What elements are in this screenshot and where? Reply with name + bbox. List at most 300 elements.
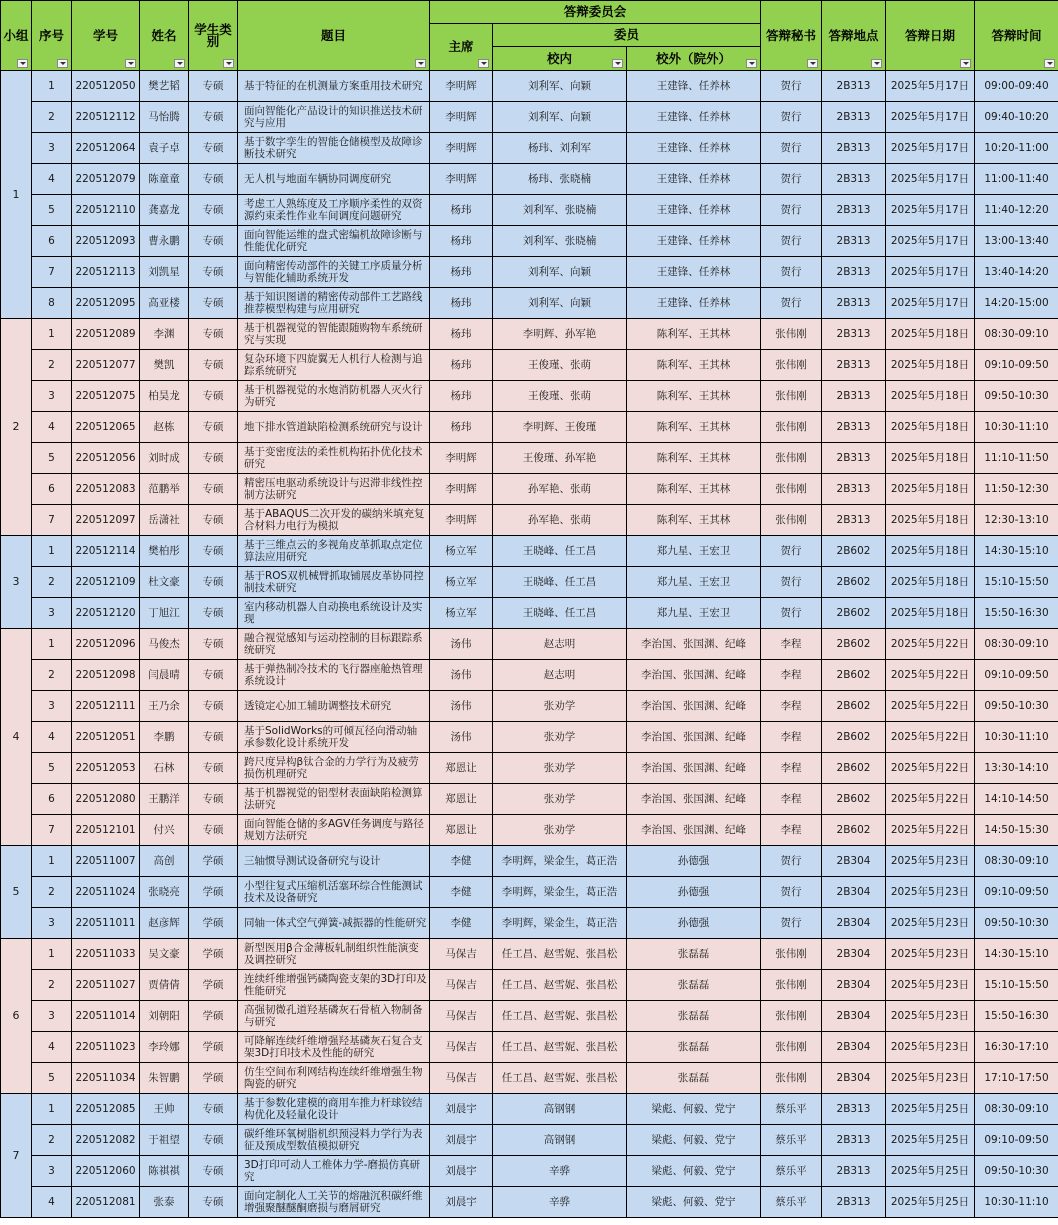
header-title: 题目 [238,1,430,71]
internal-members: 张劝学 [493,784,627,815]
defense-date: 2025年5月17日 [886,164,975,195]
defense-location: 2B313 [822,474,886,505]
row-seq: 3 [32,1001,72,1032]
defense-secretary: 李程 [761,815,822,846]
external-members: 王建锋、任养林 [627,288,761,319]
defense-location: 2B304 [822,1032,886,1063]
student-id: 220512113 [72,257,140,288]
table-row [1,908,1058,939]
internal-members: 张劝学 [493,753,627,784]
table-row [1,1032,1058,1063]
defense-location: 2B304 [822,939,886,970]
defense-secretary: 贺行 [761,102,822,133]
table-row [1,877,1058,908]
row-seq: 2 [32,350,72,381]
external-members: 李治国、张国渊、纪峰 [627,660,761,691]
filter-dropdown-icon[interactable] [612,59,623,68]
student-type: 专硕 [189,505,238,536]
defense-location: 2B304 [822,1063,886,1094]
external-members: 王建锋、任养林 [627,133,761,164]
defense-secretary: 张伟刚 [761,319,822,350]
thesis-title: 复杂环境下四旋翼无人机行人检测与追踪系统研究 [238,350,430,381]
student-id: 220512097 [72,505,140,536]
defense-time: 10:30-11:10 [975,412,1058,443]
committee-chair: 李健 [430,877,493,908]
thesis-title: 面向智能运维的盘式密编机故障诊断与性能优化研究 [238,226,430,257]
external-members: 张磊磊 [627,970,761,1001]
defense-location: 2B602 [822,660,886,691]
external-members: 张磊磊 [627,1001,761,1032]
defense-time: 09:50-10:30 [975,691,1058,722]
external-members: 梁彪、何毅、党宁 [627,1187,761,1218]
defense-time: 15:50-16:30 [975,1001,1058,1032]
student-name: 丁旭江 [140,598,189,629]
student-id: 220511033 [72,939,140,970]
defense-secretary: 蔡乐平 [761,1125,822,1156]
defense-secretary: 贺行 [761,71,822,102]
student-type: 专硕 [189,691,238,722]
committee-chair: 汤伟 [430,629,493,660]
defense-location: 2B304 [822,877,886,908]
filter-dropdown-icon[interactable] [125,59,136,68]
row-seq: 6 [32,784,72,815]
filter-dropdown-icon[interactable] [57,59,68,68]
table-row [1,1187,1058,1218]
committee-chair: 马保吉 [430,1001,493,1032]
defense-location: 2B313 [822,164,886,195]
defense-secretary: 贺行 [761,536,822,567]
table-row [1,660,1058,691]
filter-dropdown-icon[interactable] [807,59,818,68]
internal-members: 高钢钢 [493,1094,627,1125]
row-seq: 4 [32,164,72,195]
table-row [1,536,1058,567]
defense-date: 2025年5月17日 [886,257,975,288]
internal-members: 李明辉、孙军艳 [493,319,627,350]
table-header [1,1,1058,71]
student-name: 刘时成 [140,443,189,474]
internal-members: 张劝学 [493,691,627,722]
internal-members: 任工昌、赵雪妮、张昌松 [493,1063,627,1094]
internal-members: 任工昌、赵雪妮、张昌松 [493,1001,627,1032]
defense-location: 2B313 [822,1125,886,1156]
filter-dropdown-icon[interactable] [1044,59,1055,68]
defense-location: 2B313 [822,350,886,381]
defense-secretary: 李程 [761,660,822,691]
defense-date: 2025年5月23日 [886,846,975,877]
defense-secretary: 李程 [761,691,822,722]
defense-secretary: 贺行 [761,164,822,195]
thesis-title: 基于弹热制冷技术的飞行器座舱热管理系统设计 [238,660,430,691]
defense-secretary: 张伟刚 [761,970,822,1001]
table-row [1,691,1058,722]
student-id: 220511023 [72,1032,140,1063]
committee-chair: 郑恩让 [430,815,493,846]
defense-secretary: 张伟刚 [761,1063,822,1094]
defense-location: 2B602 [822,691,886,722]
defense-location: 2B602 [822,753,886,784]
external-members: 王建锋、任养林 [627,195,761,226]
committee-chair: 汤伟 [430,691,493,722]
student-name: 樊艺韬 [140,71,189,102]
table-body [1,71,1058,1218]
internal-members: 刘利军、向颖 [493,71,627,102]
defense-location: 2B602 [822,629,886,660]
row-seq: 4 [32,722,72,753]
external-members: 李治国、张国渊、纪峰 [627,691,761,722]
student-id: 220512081 [72,1187,140,1218]
external-members: 郑九星、王宏卫 [627,536,761,567]
filter-dropdown-icon[interactable] [478,59,489,68]
student-type: 专硕 [189,629,238,660]
row-seq: 2 [32,1125,72,1156]
defense-date: 2025年5月18日 [886,443,975,474]
defense-time: 09:40-10:20 [975,102,1058,133]
student-type: 专硕 [189,71,238,102]
defense-location: 2B602 [822,722,886,753]
committee-chair: 李明辉 [430,474,493,505]
student-name: 闫晨晴 [140,660,189,691]
defense-date: 2025年5月18日 [886,536,975,567]
defense-date: 2025年5月18日 [886,598,975,629]
defense-time: 15:50-16:30 [975,598,1058,629]
committee-chair: 马保吉 [430,1063,493,1094]
committee-chair: 杨玮 [430,226,493,257]
student-name: 陈祺祺 [140,1156,189,1187]
filter-dropdown-icon[interactable] [746,59,757,68]
defense-date: 2025年5月22日 [886,660,975,691]
student-type: 学硕 [189,908,238,939]
defense-time: 08:30-09:10 [975,629,1058,660]
group-label: 6 [1,939,32,1094]
header-secretary: 答辩秘书 [761,1,822,71]
thesis-title: 跨尺度异构β钛合金的力学行为及疲劳损伤机理研究 [238,753,430,784]
committee-chair: 马保吉 [430,939,493,970]
student-name: 于祖望 [140,1125,189,1156]
defense-location: 2B313 [822,71,886,102]
student-name: 李玲娜 [140,1032,189,1063]
defense-time: 09:50-10:30 [975,908,1058,939]
filter-dropdown-icon[interactable] [871,59,882,68]
row-seq: 4 [32,412,72,443]
row-seq: 5 [32,753,72,784]
student-type: 专硕 [189,443,238,474]
header-time: 答辩时间 [975,1,1058,71]
student-type: 专硕 [189,567,238,598]
row-seq: 8 [32,288,72,319]
defense-time: 09:00-09:40 [975,71,1058,102]
student-id: 220511027 [72,970,140,1001]
table-row [1,288,1058,319]
defense-time: 09:10-09:50 [975,350,1058,381]
defense-secretary: 张伟刚 [761,412,822,443]
defense-date: 2025年5月23日 [886,877,975,908]
table-row [1,722,1058,753]
table-row [1,1156,1058,1187]
internal-members: 刘利军、张晓楠 [493,195,627,226]
committee-chair: 汤伟 [430,660,493,691]
student-name: 王乃余 [140,691,189,722]
defense-time: 14:50-15:30 [975,815,1058,846]
header-student-type: 学生类别 [189,1,238,71]
internal-members: 任工昌、赵雪妮、张昌松 [493,939,627,970]
defense-date: 2025年5月18日 [886,350,975,381]
group-label: 1 [1,71,32,319]
student-id: 220512079 [72,164,140,195]
student-id: 220512093 [72,226,140,257]
defense-secretary: 李程 [761,722,822,753]
defense-time: 08:30-09:10 [975,319,1058,350]
student-id: 220512075 [72,381,140,412]
student-name: 曹永鹏 [140,226,189,257]
student-id: 220512085 [72,1094,140,1125]
external-members: 王建锋、任养林 [627,102,761,133]
thesis-title: 地下排水管道缺陷检测系统研究与设计 [238,412,430,443]
student-type: 专硕 [189,1094,238,1125]
student-type: 专硕 [189,257,238,288]
committee-chair: 李健 [430,908,493,939]
internal-members: 李明辉，梁金生，葛正浩 [493,877,627,908]
student-id: 220512101 [72,815,140,846]
defense-secretary: 贺行 [761,598,822,629]
student-type: 学硕 [189,1032,238,1063]
defense-date: 2025年5月18日 [886,381,975,412]
internal-members: 王俊瑾、张萌 [493,381,627,412]
committee-chair: 李明辉 [430,71,493,102]
external-members: 陈利军、王其林 [627,505,761,536]
row-seq: 6 [32,474,72,505]
defense-location: 2B313 [822,381,886,412]
student-id: 220512064 [72,133,140,164]
student-type: 专硕 [189,722,238,753]
defense-location: 2B304 [822,1001,886,1032]
thesis-title: 基于特征的在机测量方案重用技术研究 [238,71,430,102]
filter-dropdown-icon[interactable] [174,59,185,68]
row-seq: 3 [32,133,72,164]
student-id: 220512109 [72,567,140,598]
defense-date: 2025年5月22日 [886,629,975,660]
thesis-title: 透镜定心加工辅助调整技术研究 [238,691,430,722]
student-id: 220512120 [72,598,140,629]
external-members: 陈利军、王其林 [627,443,761,474]
student-id: 220512065 [72,412,140,443]
student-name: 岳潇社 [140,505,189,536]
filter-dropdown-icon[interactable] [17,59,28,68]
external-members: 李治国、张国渊、纪峰 [627,629,761,660]
thesis-title: 基于三维点云的多视角皮革抓取点定位算法应用研究 [238,536,430,567]
external-members: 孙德强 [627,846,761,877]
table-row [1,629,1058,660]
committee-chair: 汤伟 [430,722,493,753]
external-members: 张磊磊 [627,1063,761,1094]
internal-members: 任工昌、赵雪妮、张昌松 [493,1032,627,1063]
student-name: 王帅 [140,1094,189,1125]
internal-members: 刘利军、向颖 [493,102,627,133]
student-type: 专硕 [189,226,238,257]
committee-chair: 杨玮 [430,257,493,288]
defense-time: 09:10-09:50 [975,660,1058,691]
defense-location: 2B313 [822,195,886,226]
internal-members: 赵志明 [493,660,627,691]
internal-members: 王晓峰、任工昌 [493,536,627,567]
table-row [1,939,1058,970]
student-name: 朱智鹏 [140,1063,189,1094]
defense-secretary: 蔡乐平 [761,1156,822,1187]
defense-time: 09:10-09:50 [975,877,1058,908]
student-name: 柏昊龙 [140,381,189,412]
external-members: 郑九星、王宏卫 [627,567,761,598]
defense-secretary: 贺行 [761,195,822,226]
committee-chair: 李健 [430,846,493,877]
external-members: 王建锋、任养林 [627,164,761,195]
defense-time: 17:10-17:50 [975,1063,1058,1094]
student-name: 范鹏举 [140,474,189,505]
defense-date: 2025年5月23日 [886,1032,975,1063]
defense-location: 2B602 [822,536,886,567]
defense-location: 2B602 [822,598,886,629]
defense-time: 11:10-11:50 [975,443,1058,474]
external-members: 陈利军、王其林 [627,319,761,350]
internal-members: 张劝学 [493,815,627,846]
external-members: 孙德强 [627,908,761,939]
row-seq: 4 [32,1187,72,1218]
student-name: 吴文豪 [140,939,189,970]
table-row [1,133,1058,164]
student-type: 学硕 [189,939,238,970]
thesis-title: 面向精密传动部件的关键工序质量分析与智能化辅助系统开发 [238,257,430,288]
row-seq: 4 [32,1032,72,1063]
student-name: 贾倩倩 [140,970,189,1001]
defense-secretary: 李程 [761,629,822,660]
group-label: 5 [1,846,32,939]
external-members: 陈利军、王其林 [627,412,761,443]
row-seq: 1 [32,536,72,567]
internal-members: 孙军艳、张萌 [493,505,627,536]
student-name: 赵彦辉 [140,908,189,939]
defense-secretary: 贺行 [761,877,822,908]
external-members: 陈利军、王其林 [627,474,761,505]
committee-chair: 杨立军 [430,567,493,598]
student-name: 刘朝阳 [140,1001,189,1032]
thesis-title: 基于ROS双机械臂抓取铺展皮革协同控制技术研究 [238,567,430,598]
internal-members: 辛骅 [493,1187,627,1218]
student-type: 专硕 [189,1156,238,1187]
defense-secretary: 贺行 [761,846,822,877]
group-label: 7 [1,1094,32,1218]
header-student-id: 学号 [72,1,140,71]
table-row [1,164,1058,195]
table-row [1,319,1058,350]
defense-date: 2025年5月22日 [886,784,975,815]
student-name: 樊柏彤 [140,536,189,567]
table-row [1,102,1058,133]
defense-time: 14:30-15:10 [975,939,1058,970]
row-seq: 2 [32,877,72,908]
defense-secretary: 贺行 [761,567,822,598]
student-type: 学硕 [189,1063,238,1094]
filter-dropdown-icon[interactable] [223,59,234,68]
student-id: 220511024 [72,877,140,908]
header-chair: 主席 [430,24,493,71]
external-members: 梁彪、何毅、党宁 [627,1125,761,1156]
table-row [1,350,1058,381]
student-id: 220512096 [72,629,140,660]
thesis-title: 基于机器视觉的智能跟随购物车系统研究与实现 [238,319,430,350]
header-group: 小组 [1,1,32,71]
committee-chair: 杨玮 [430,381,493,412]
defense-secretary: 张伟刚 [761,1032,822,1063]
row-seq: 5 [32,195,72,226]
external-members: 梁彪、何毅、党宁 [627,1156,761,1187]
student-name: 王鹏洋 [140,784,189,815]
student-type: 专硕 [189,474,238,505]
table-row [1,567,1058,598]
filter-dropdown-icon[interactable] [960,59,971,68]
committee-chair: 刘晨宇 [430,1187,493,1218]
defense-location: 2B313 [822,319,886,350]
external-members: 王建锋、任养林 [627,257,761,288]
row-seq: 3 [32,381,72,412]
thesis-title: 基于机器视觉的水炮消防机器人灭火行为研究 [238,381,430,412]
row-seq: 3 [32,691,72,722]
student-id: 220512080 [72,784,140,815]
internal-members: 高钢钢 [493,1125,627,1156]
thesis-title: 无人机与地面车辆协同调度研究 [238,164,430,195]
internal-members: 王俊瑾、孙军艳 [493,443,627,474]
table-row [1,443,1058,474]
student-type: 学硕 [189,846,238,877]
defense-location: 2B313 [822,257,886,288]
external-members: 梁彪、何毅、党宁 [627,1094,761,1125]
student-name: 杜文豪 [140,567,189,598]
defense-secretary: 贺行 [761,133,822,164]
defense-date: 2025年5月18日 [886,319,975,350]
defense-location: 2B313 [822,1187,886,1218]
internal-members: 孙军艳、张萌 [493,474,627,505]
student-type: 学硕 [189,1001,238,1032]
defense-location: 2B304 [822,908,886,939]
student-id: 220512114 [72,536,140,567]
row-seq: 5 [32,1063,72,1094]
committee-chair: 刘晨宇 [430,1125,493,1156]
defense-time: 14:10-14:50 [975,784,1058,815]
table-row [1,195,1058,226]
defense-secretary: 张伟刚 [761,350,822,381]
committee-chair: 李明辉 [430,505,493,536]
table-row [1,1063,1058,1094]
thesis-title: 面向智能仓储的多AGV任务调度与路径规划方法研究 [238,815,430,846]
student-id: 220511011 [72,908,140,939]
thesis-title: 基于机器视觉的铝型材表面缺陷检测算法研究 [238,784,430,815]
row-seq: 1 [32,71,72,102]
row-seq: 1 [32,939,72,970]
external-members: 王建锋、任养林 [627,226,761,257]
table-row [1,1001,1058,1032]
internal-members: 杨玮、刘利军 [493,133,627,164]
defense-secretary: 贺行 [761,257,822,288]
student-id: 220512082 [72,1125,140,1156]
filter-dropdown-icon[interactable] [415,59,426,68]
internal-members: 王晓峰、任工昌 [493,567,627,598]
defense-time: 10:20-11:00 [975,133,1058,164]
student-id: 220512089 [72,319,140,350]
row-seq: 3 [32,598,72,629]
student-id: 220512083 [72,474,140,505]
committee-chair: 杨玮 [430,412,493,443]
header-members: 委员 [493,24,761,47]
defense-time: 11:00-11:40 [975,164,1058,195]
internal-members: 刘利军、向颖 [493,288,627,319]
